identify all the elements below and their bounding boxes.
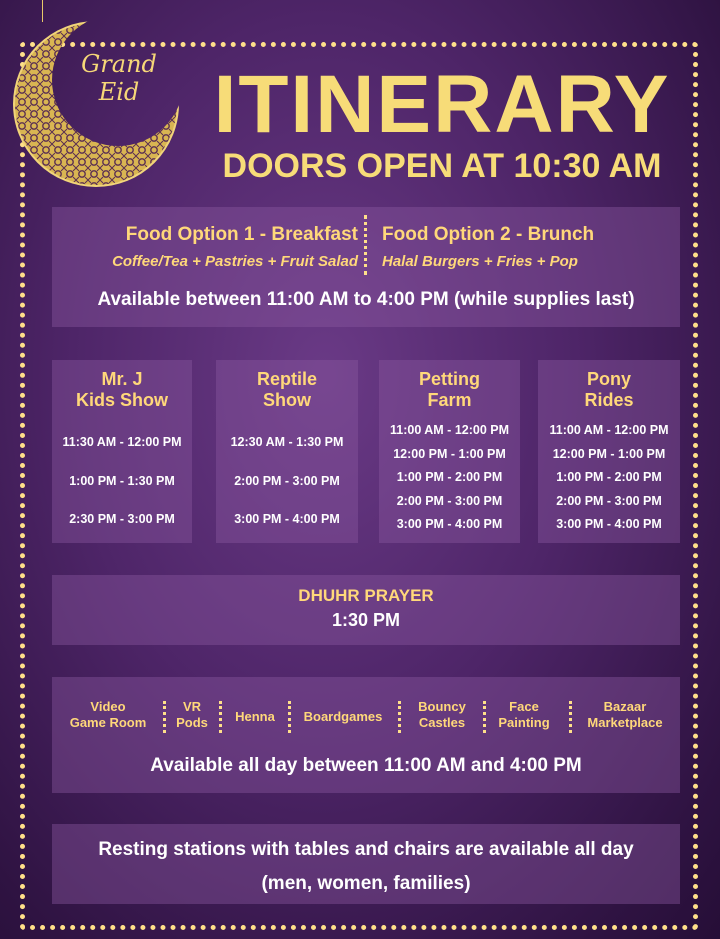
activity-pony-rides bbox=[538, 360, 680, 543]
time-slot: 3:00 PM - 4:00 PM bbox=[556, 517, 662, 531]
doors-open-subtitle: DOORS OPEN AT 10:30 AM bbox=[222, 147, 662, 185]
activity-divider bbox=[398, 701, 401, 733]
food-option-2-title: Food Option 2 - Brunch bbox=[382, 224, 595, 245]
time-slot: 12:00 PM - 1:00 PM bbox=[393, 446, 506, 461]
activity-vr-pods bbox=[169, 699, 215, 731]
activity-face-painting bbox=[488, 699, 560, 731]
prayer-title: DHUHR PRAYER bbox=[298, 586, 434, 605]
activity-label-line: VR bbox=[182, 699, 202, 714]
activity-divider bbox=[288, 701, 291, 733]
activity-title-line: Reptile bbox=[256, 369, 317, 389]
activity-title bbox=[538, 369, 680, 411]
resting-stations-panel bbox=[52, 824, 680, 904]
activity-title-line: Petting bbox=[419, 369, 480, 389]
activity-label-line: Face bbox=[509, 699, 539, 714]
activity-label-line: Boardgames bbox=[303, 709, 383, 724]
activity-title bbox=[216, 369, 358, 411]
time-slot: 12:30 AM - 1:30 PM bbox=[230, 435, 344, 449]
activity-label-line: Painting bbox=[498, 715, 550, 730]
page-title: ITINERARY bbox=[213, 59, 671, 150]
food-availability: Available between 11:00 AM to 4:00 PM (while supplies last) bbox=[97, 289, 635, 310]
all-day-activities-panel bbox=[52, 677, 680, 793]
time-slot: 1:00 PM - 2:00 PM bbox=[396, 470, 503, 484]
activity-henna bbox=[225, 709, 285, 725]
time-slot: 11:00 AM - 12:00 PM bbox=[389, 423, 510, 437]
logo-wordmark bbox=[64, 50, 174, 106]
activity-title-line: Pony bbox=[586, 369, 631, 389]
time-slot: 11:30 AM - 12:00 PM bbox=[62, 435, 182, 449]
activity-divider bbox=[163, 701, 166, 733]
activity-label-line: Pods bbox=[176, 715, 208, 730]
logo-line-grand: Grand bbox=[81, 50, 157, 78]
activity-label-line: Castles bbox=[418, 715, 466, 730]
activity-title bbox=[52, 369, 192, 411]
all-day-availability: Available all day between 11:00 AM and 4:00 PM bbox=[150, 755, 582, 776]
prayer-time: 1:30 PM bbox=[331, 610, 401, 630]
time-slot: 2:30 PM - 3:00 PM bbox=[69, 512, 175, 526]
activity-times bbox=[52, 423, 192, 539]
time-slot: 3:00 PM - 4:00 PM bbox=[396, 517, 503, 531]
all-day-activities-row bbox=[52, 699, 680, 735]
dhuhr-prayer-panel bbox=[52, 575, 680, 645]
logo-line-eid: Eid bbox=[98, 78, 140, 106]
activity-times bbox=[216, 423, 358, 539]
food-option-1 bbox=[52, 223, 358, 277]
activity-title-line: Kids Show bbox=[75, 390, 168, 410]
activity-divider bbox=[219, 701, 222, 733]
resting-stations-note: (men, women, families) bbox=[261, 873, 471, 894]
activity-divider bbox=[569, 701, 572, 733]
food-option-1-items: Coffee/Tea + Pastries + Fruit Salad bbox=[112, 253, 358, 270]
food-options-panel bbox=[52, 207, 680, 327]
activity-video-game-room bbox=[58, 699, 158, 731]
food-option-2-items: Halal Burgers + Fries + Pop bbox=[382, 253, 578, 270]
time-slot: 3:00 PM - 4:00 PM bbox=[234, 512, 340, 526]
food-option-2 bbox=[382, 223, 672, 277]
time-slot: 11:00 AM - 12:00 PM bbox=[549, 423, 669, 437]
activity-title-line: Mr. J bbox=[101, 369, 143, 389]
time-slot: 2:00 PM - 3:00 PM bbox=[234, 473, 340, 488]
activity-boardgames bbox=[293, 709, 393, 725]
food-divider bbox=[364, 215, 367, 275]
time-slot: 12:00 PM - 1:00 PM bbox=[552, 446, 666, 461]
activity-label-line: Henna bbox=[235, 709, 275, 724]
activity-label-line: Bazaar bbox=[603, 699, 647, 714]
activity-petting-farm bbox=[379, 360, 520, 543]
activity-title bbox=[379, 369, 520, 411]
activity-title-line: Farm bbox=[427, 390, 472, 410]
time-slot: 2:00 PM - 3:00 PM bbox=[396, 493, 503, 508]
time-slot: 2:00 PM - 3:00 PM bbox=[556, 493, 662, 508]
activity-bazaar-marketplace bbox=[575, 699, 675, 731]
activity-title-line: Rides bbox=[584, 390, 634, 410]
activity-label-line: Game Room bbox=[69, 715, 147, 730]
activity-times bbox=[379, 419, 520, 537]
activity-bouncy-castles bbox=[404, 699, 480, 731]
food-option-1-title: Food Option 1 - Breakfast bbox=[125, 224, 358, 245]
time-slot: 1:00 PM - 1:30 PM bbox=[69, 473, 175, 488]
resting-stations-text: Resting stations with tables and chairs are available all day bbox=[98, 839, 634, 860]
time-slot: 1:00 PM - 2:00 PM bbox=[556, 470, 662, 484]
activity-times bbox=[538, 419, 680, 537]
activity-divider bbox=[483, 701, 486, 733]
activity-label-line: Bouncy bbox=[418, 699, 466, 714]
activity-title-line: Show bbox=[263, 390, 311, 410]
activity-kids-show bbox=[52, 360, 192, 543]
activity-label-line: Marketplace bbox=[587, 715, 663, 730]
activity-label-line: Video bbox=[90, 699, 126, 714]
grand-eid-logo bbox=[4, 0, 184, 190]
activity-reptile-show bbox=[216, 360, 358, 543]
